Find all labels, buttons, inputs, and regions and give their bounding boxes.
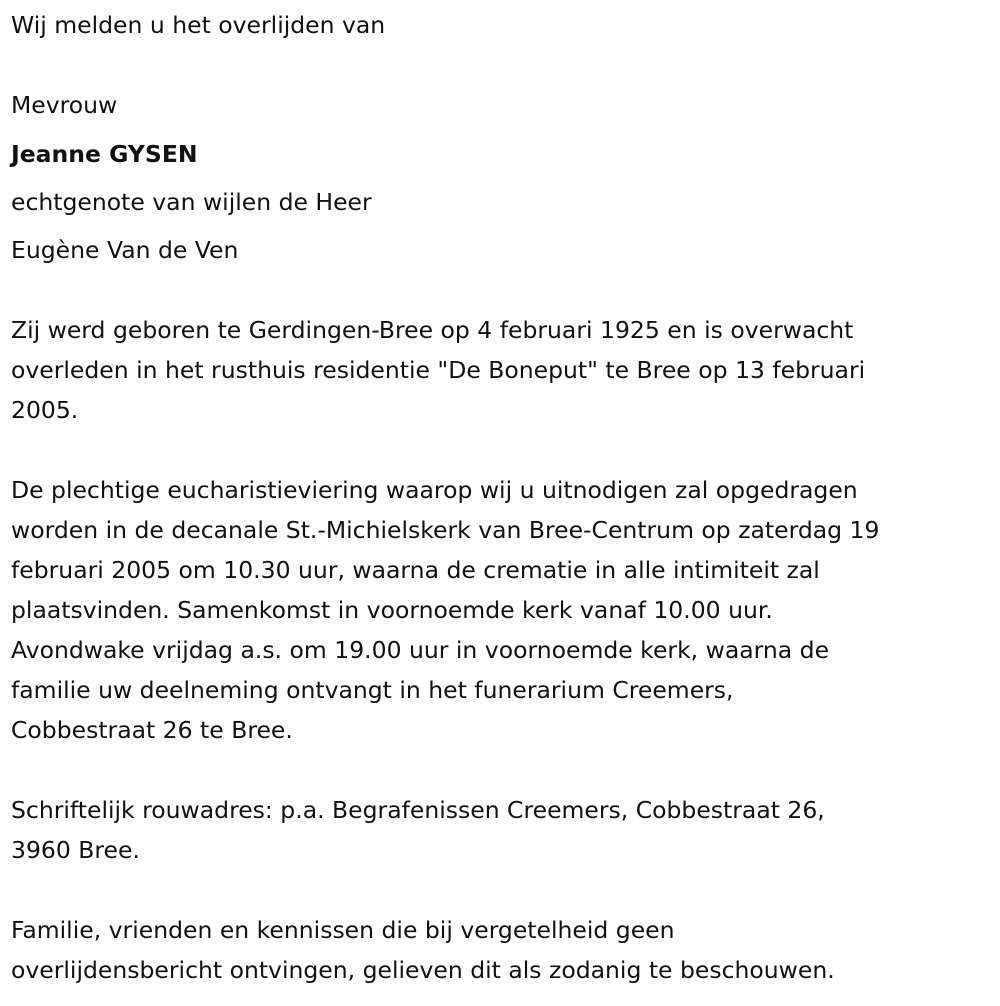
ceremony-line: familie uw deelneming ontvangt in het funerarium Creemers, [11, 676, 734, 704]
closing-line: Familie, vrienden en kennissen die bij vergetelheid geen [11, 916, 675, 944]
ceremony-line: Cobbestraat 26 te Bree. [11, 716, 293, 744]
ceremony-line: De plechtige eucharistieviering waarop wij u uitnodigen zal opgedragen [11, 476, 858, 504]
intro-line: Wij melden u het overlijden van [11, 11, 386, 39]
birth-death-line: Zij werd geboren te Gerdingen-Bree op 4 februari 1925 en is overwacht [11, 316, 854, 344]
address-line: 3960 Bree. [11, 836, 140, 864]
deceased-name: Jeanne GYSEN [11, 140, 198, 168]
ceremony-line: plaatsvinden. Samenkomst in voornoemde kerk vanaf 10.00 uur. [11, 596, 773, 624]
closing-line: overlijdensbericht ontvingen, gelieven dit als zodanig te beschouwen. [11, 956, 835, 984]
title-line: Mevrouw [11, 91, 118, 119]
address-line: Schriftelijk rouwadres: p.a. Begrafenissen Creemers, Cobbestraat 26, [11, 796, 825, 824]
ceremony-line: Avondwake vrijdag a.s. om 19.00 uur in voornoemde kerk, waarna de [11, 636, 830, 664]
birth-death-line: 2005. [11, 396, 79, 424]
ceremony-line: februari 2005 om 10.30 uur, waarna de crematie in alle intimiteit zal [11, 556, 820, 584]
ceremony-line: worden in de decanale St.-Michielskerk van Bree-Centrum op zaterdag 19 [11, 516, 880, 544]
spouse-name: Eugène Van de Ven [11, 236, 239, 264]
relation-line: echtgenote van wijlen de Heer [11, 188, 372, 216]
birth-death-line: overleden in het rusthuis residentie "De Boneput" te Bree op 13 februari [11, 356, 866, 384]
